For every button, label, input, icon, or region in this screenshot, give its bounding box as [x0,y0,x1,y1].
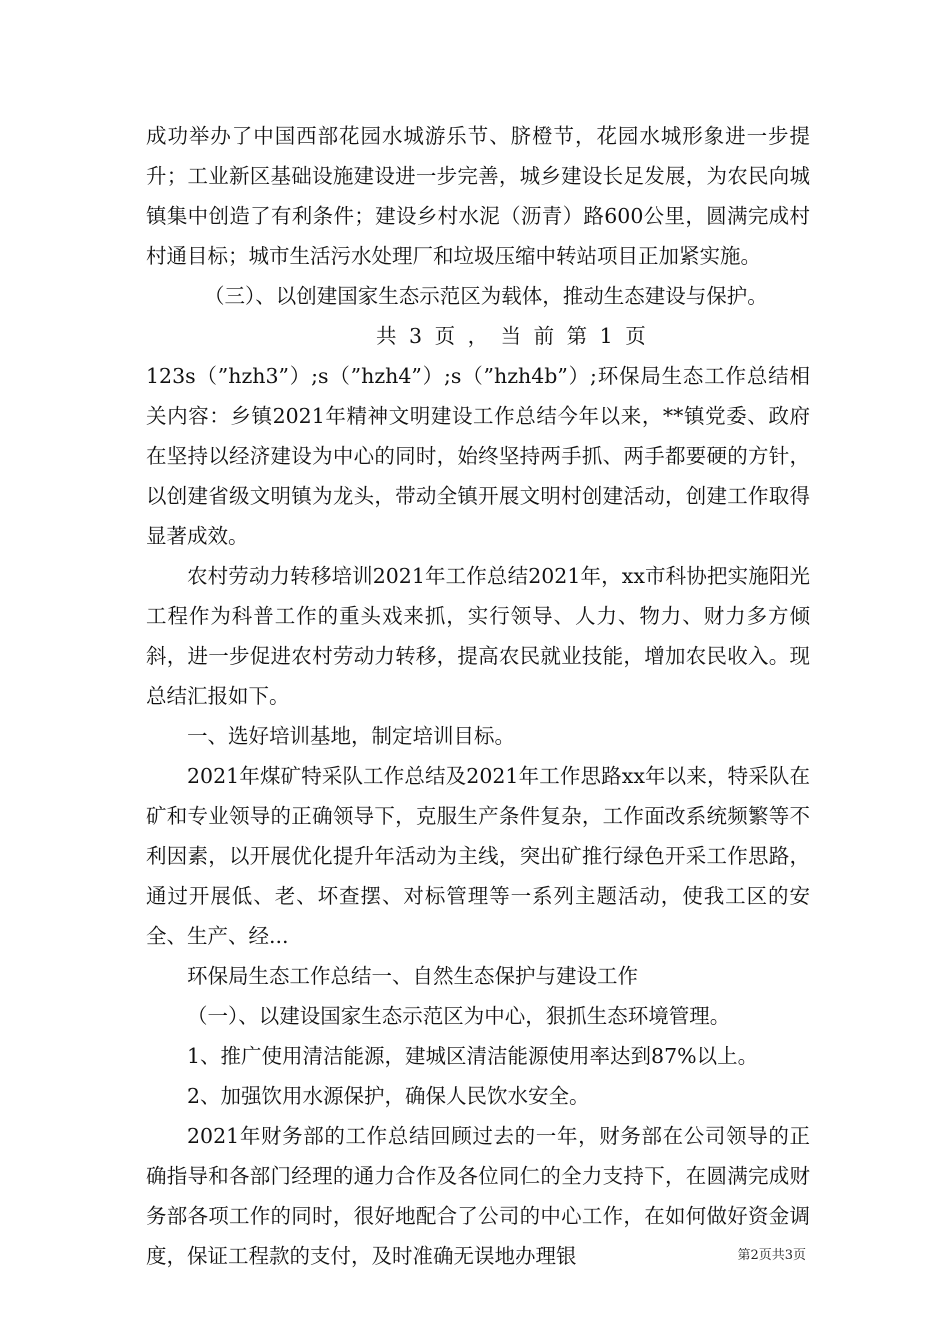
list-item: 1、推广使用清洁能源，建城区清洁能源使用率达到87%以上。 [187,1044,759,1068]
paragraph: 成功举办了中国西部花园水城游乐节、脐橙节，花园水城形象进一步提升；工业新区基础设施建设进一步完善，城乡建设长足发展，为农民向城镇集中创造了有利条件；建设乡村水泥（沥青）路600公里，圆满完成村村通目标；城市生活污水处理厂和垃圾压缩中转站项目正加紧实施。 [146,124,810,268]
page-footer: 第2页共3页 [737,1248,806,1263]
paragraph: 2021年煤矿特采队工作总结及2021年工作思路xx年以来，特采队在矿和专业领导的正确领导下，克服生产条件复杂，工作面改系统频繁等不利因素，以开展优化提升年活动为主线，突出矿推行绿色开采工作思路，通过开展低、老、坏查摆、对标管理等一系列主题活动，使我工区的安全、生产、经... [146,764,810,948]
paragraph: 123s（”hzh3”）;s（”hzh4”）;s（”hzh4b”）;环保局生态工作总结相关内容：乡镇2021年精神文明建设工作总结今年以来，**镇党委、政府在坚持以经济建设为中心的同时，始终坚持两手抓、两手都要硬的方针，以创建省级文明镇为龙头，带动全镇开展文明村创建活动，创建工作取得显著成效。 [146,364,810,548]
paragraph: 2021年财务部的工作总结回顾过去的一年，财务部在公司领导的正确指导和各部门经理的通力合作及各位同仁的全力支持下，在圆满完成财务部各项工作的同时，很好地配合了公司的中心工作，在如何做好资金调度，保证工程款的支付，及时准确无误地办理银 [146,1124,810,1268]
section-heading: 一、选好培训基地，制定培训目标。 [187,724,515,748]
document-body [146,116,810,1276]
section-heading: 环保局生态工作总结一、自然生态保护与建设工作 [187,964,638,988]
section-heading: （三）、以创建国家生态示范区为载体，推动生态建设与保护。 [204,284,768,308]
page-count-line: 共 3 页 ， 当 前 第 1 页 [376,324,649,348]
section-heading: （一）、以建设国家生态示范区为中心，狠抓生态环境管理。 [187,1004,731,1028]
list-item: 2、加强饮用水源保护，确保人民饮水安全。 [187,1084,590,1108]
paragraph: 农村劳动力转移培训2021年工作总结2021年，xx市科协把实施阳光工程作为科普工作的重头戏来抓，实行领导、人力、物力、财力多方倾斜，进一步促进农村劳动力转移，提高农民就业技能，增加农民收入。现总结汇报如下。 [146,564,810,708]
